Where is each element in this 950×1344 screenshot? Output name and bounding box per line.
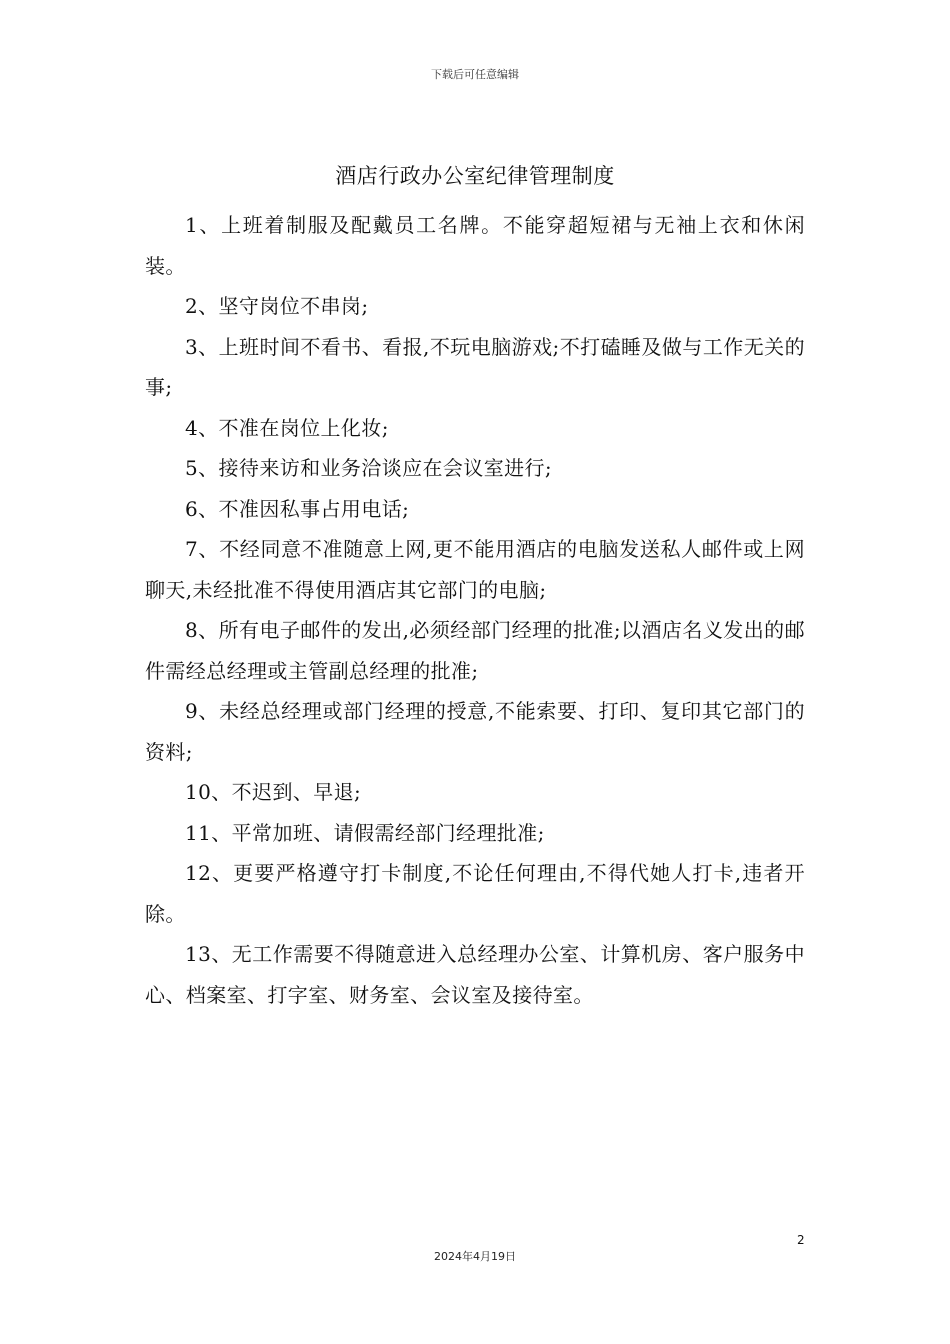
rule-item-10: 10、不迟到、早退; <box>185 780 362 804</box>
rule-item-1: 1、上班着制服及配戴员工名牌。不能穿超短裙与无袖上衣和休闲装。 <box>145 213 805 278</box>
rule-item-2: 2、坚守岗位不串岗; <box>185 294 369 318</box>
page-number: 2 <box>797 1233 805 1247</box>
rule-item-11: 11、平常加班、请假需经部门经理批准; <box>185 820 545 845</box>
page-header: 下载后可任意编辑 <box>431 68 519 81</box>
rule-item-8: 8、所有电子邮件的发出,必须经部门经理的批准;以酒店名义发出的邮件需经总经理或主管副总经理的批准; <box>145 618 805 683</box>
rule-item-4: 4、不准在岗位上化妆; <box>185 415 389 440</box>
rule-item-5: 5、接待来访和业务洽谈应在会议室进行; <box>185 456 553 480</box>
page-footer-date: 2024年4月19日 <box>434 1250 516 1263</box>
document-body <box>145 205 805 1015</box>
rule-item-12: 12、更要严格遵守打卡制度,不论任何理由,不得代她人打卡,违者开除。 <box>145 861 805 926</box>
rule-item-7: 7、不经同意不准随意上网,更不能用酒店的电脑发送私人邮件或上网聊天,未经批准不得使用酒店其它部门的电脑; <box>145 537 805 602</box>
rule-item-9: 9、未经总经理或部门经理的授意,不能索要、打印、复印其它部门的资料; <box>145 699 805 764</box>
document-title: 酒店行政办公室纪律管理制度 <box>335 164 615 188</box>
rule-item-13: 13、无工作需要不得随意进入总经理办公室、计算机房、客户服务中心、档案室、打字室、财务室、会议室及接待室。 <box>145 942 805 1007</box>
rule-item-3: 3、上班时间不看书、看报,不玩电脑游戏;不打磕睡及做与工作无关的事; <box>145 334 805 399</box>
rule-item-6: 6、不准因私事占用电话; <box>185 496 410 521</box>
